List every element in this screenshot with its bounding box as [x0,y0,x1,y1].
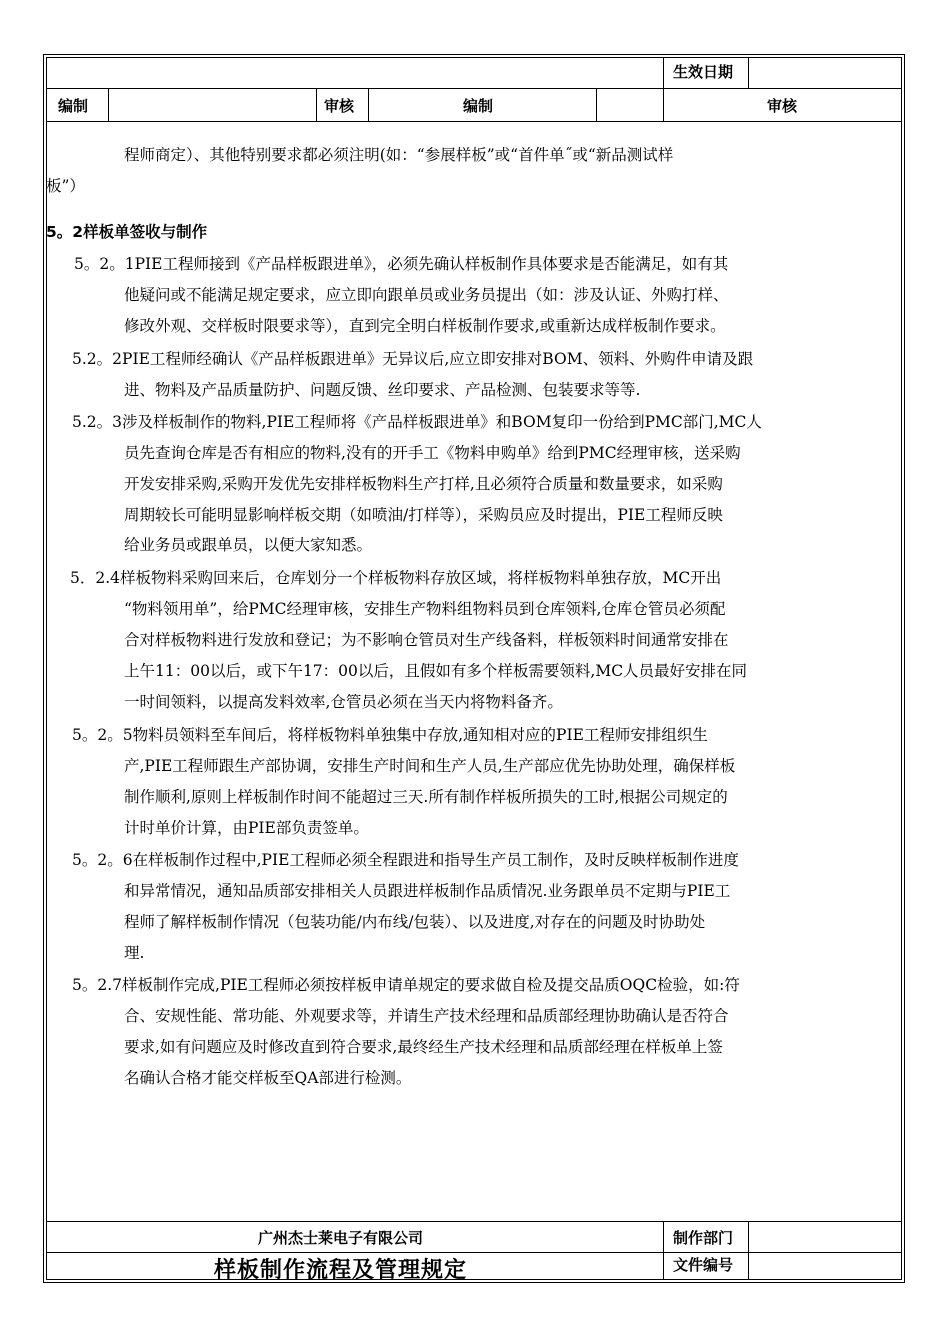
body-line: 合、安规性能、常功能、外观要求等，并请生产技术经理和品质部经理协助确认是否符合 [124,1007,729,1025]
body-line: 程师商定）、其他特别要求都必须注明(如：“参展样板”或“首件单˝或“新品测试样 [124,146,674,164]
body-line: 5.2。3涉及样板制作的物料,PIE工程师将《产品样板跟进单》和BOM复印一份给到PMC部门,MC人 [72,413,762,431]
header-divider-1 [46,88,902,89]
document-title: 样板制作流程及管理规定 [214,1258,468,1283]
section-heading: 5。2样板单签收与制作 [46,223,208,241]
body-line: 理. [124,944,145,962]
body-line: 5。2。6在样板制作过程中,PIE工程师必须全程跟进和指导生产员工制作，及时反映样板制作进度 [72,851,739,869]
company-name: 广州杰士莱电子有限公司 [258,1229,424,1247]
header-vline-compile2 [596,88,597,121]
body-line: 5。2。5物料员领料至车间后，将样板物料单独集中存放,通知相对应的PIE工程师安排组织生 [72,726,708,744]
body-line: 程师了解样板制作情况（包装功能/内布线/包装）、以及进度,对存在的问题及时协助处 [124,913,706,931]
compile-label: 编制 [58,97,89,115]
header-divider-2 [46,121,902,122]
body-line: 上午11：00以后，或下午17：00以后，且假如有多个样板需要领料,MC人员最好安排在同 [124,662,748,680]
header-vline-effective-value [748,57,749,88]
body-line: 产,PIE工程师跟生产部协调，安排生产时间和生产人员,生产部应优先协助处理，确保样板 [124,757,736,775]
review-label-2: 审核 [767,97,798,115]
footer-divider-2 [46,1252,902,1253]
body-line: 5．2.4样板物料采购回来后，仓库划分一个样板物料存放区域，将样板物料单独存放，MC开出 [70,569,722,587]
body-line: 开发安排采购,采购开发优先安排样板物料生产打样,且必须符合质量和数量要求，如采购 [124,475,723,493]
effective-date-label: 生效日期 [673,63,734,81]
body-line: 合对样板物料进行发放和登记；为不影响仓管员对生产线备料，样板领料时间通常安排在 [124,631,729,649]
body-line: 和异常情况，通知品质部安排相关人员跟进样板制作品质情况.业务跟单员不定期与PIE工 [124,882,731,900]
body-line: 给业务员或跟单员，以便大家知悉。 [124,536,373,554]
body-line: 进、物料及产品质量防护、问题反馈、丝印要求、产品检测、包装要求等等. [124,381,641,399]
doc-number-label: 文件编号 [673,1256,734,1274]
body-line: 计时单价计算，由PIE部负责签单。 [124,819,369,837]
header-vline-effective [663,57,664,121]
footer-divider-1 [46,1221,902,1222]
body-line: 名确认合格才能交样板至QA部进行检测。 [124,1069,412,1087]
body-line: 修改外观、交样板时限要求等），直到完全明白样板制作要求,或重新达成样板制作要求。 [124,317,726,335]
body-line: 5.2。2PIE工程师经确认《产品样板跟进单》无异议后,应立即安排对BOM、领料、外购件申请及跟 [72,350,754,368]
body-line: “物料领用单”，给PMC经理审核，安排生产物料组物料员到仓库领料,仓库仓管员必须配 [124,600,726,618]
body-line: 板”） [46,177,85,195]
footer-vline-label [663,1221,664,1280]
review-label: 审核 [324,97,355,115]
compile-label-2: 编制 [463,97,494,115]
body-line: 制作顺利,原则上样板制作时间不能超过三天.所有制作样板所损失的工时,根据公司规定的 [124,788,728,806]
body-line: 员先查询仓库是否有相应的物料,没有的开手工《物料申购单》给到PMC经理审核，送采购 [124,444,741,462]
body-line: 5。2.7样板制作完成,PIE工程师必须按样板申请单规定的要求做自检及提交品质OQC检验，如:符 [72,976,740,994]
body-line: 他疑问或不能满足规定要求，应立即向跟单员或业务员提出（如：涉及认证、外购打样、 [124,286,729,304]
header-vline-review [316,88,317,121]
body-line: 周期较长可能明显影响样板交期（如喷油/打样等），采购员应及时提出，PIE工程师反映 [124,506,723,524]
header-vline-review-value [368,88,369,121]
dept-label: 制作部门 [673,1229,734,1247]
footer-vline-value [748,1221,749,1280]
body-line: 5。2。1PIE工程师接到《产品样板跟进单》，必须先确认样板制作具体要求是否能满足，如有其 [74,255,729,273]
header-vline-compile [108,88,109,121]
body-line: 要求,如有问题应及时修改直到符合要求,最终经生产技术经理和品质部经理在样板单上签 [124,1038,723,1056]
body-line: 一时间领料，以提高发料效率,仓管员必须在当天内将物料备齐。 [124,693,563,711]
